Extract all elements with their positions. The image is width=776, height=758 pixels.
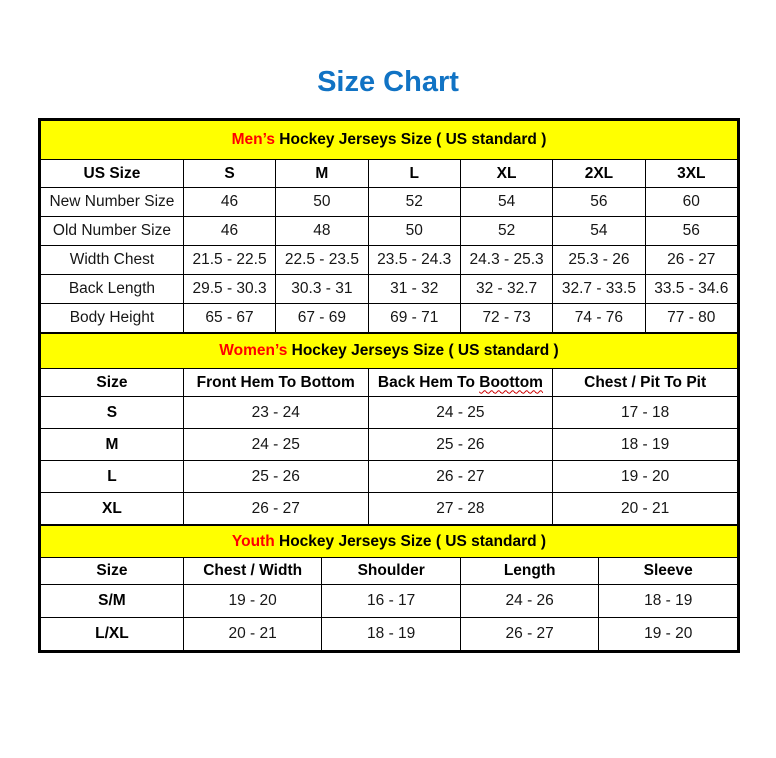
column-header: L [368,160,460,188]
value-cell: 19 - 20 [183,585,322,618]
womens-section-title [41,334,738,369]
column-header: XL [460,160,552,188]
value-cell: 56 [553,188,645,217]
value-cell: 26 - 27 [460,618,599,651]
value-cell: 23 - 24 [183,397,368,429]
value-cell: 54 [553,217,645,246]
mens-section-title-text: Hockey Jerseys Size ( US standard ) [274,131,547,148]
row-label: Body Height [41,304,184,333]
value-cell: 21.5 - 22.5 [183,246,275,275]
womens-section-title-text: Hockey Jerseys Size ( US standard ) [287,342,559,359]
value-cell: 67 - 69 [276,304,368,333]
value-cell: 23.5 - 24.3 [368,246,460,275]
value-cell: 56 [645,217,737,246]
value-cell: 20 - 21 [183,618,322,651]
value-cell: 25 - 26 [368,429,553,461]
value-cell: 60 [645,188,737,217]
size-chart-tables [38,118,740,653]
value-cell: 54 [460,188,552,217]
value-cell: 27 - 28 [368,493,553,525]
value-cell: 50 [368,217,460,246]
youth-size-table [40,525,738,651]
value-cell: 24.3 - 25.3 [460,246,552,275]
row-label: L [41,461,184,493]
table-row [41,188,738,217]
table-row [41,429,738,461]
youth-section-title-accent: Youth [231,532,275,550]
row-label: S/M [41,585,184,618]
misspelled-word: Boottom [479,373,543,391]
value-cell: 18 - 19 [322,618,461,651]
value-cell: 25 - 26 [183,461,368,493]
youth-section-title [41,526,738,558]
value-cell: 26 - 27 [368,461,553,493]
mens-size-table [40,120,738,333]
womens-size-table [40,333,738,525]
value-cell: 26 - 27 [645,246,737,275]
youth-header-row [41,558,738,585]
value-cell: 29.5 - 30.3 [183,275,275,304]
column-header: US Size [41,160,184,188]
womens-section-title-accent: Women’s [219,342,288,359]
column-header: Front Hem To Bottom [183,369,368,397]
value-cell: 19 - 20 [599,618,738,651]
table-row [41,618,738,651]
column-header: 2XL [553,160,645,188]
value-cell: 46 [183,188,275,217]
table-row [41,246,738,275]
column-header: 3XL [645,160,737,188]
value-cell: 52 [368,188,460,217]
mens-table-body [41,188,738,333]
column-header: Chest / Width [183,558,322,585]
row-label: M [41,429,184,461]
column-header: Length [460,558,599,585]
value-cell: 20 - 21 [553,493,738,525]
value-cell: 22.5 - 23.5 [276,246,368,275]
value-cell: 17 - 18 [553,397,738,429]
table-row [41,585,738,618]
table-row [41,304,738,333]
row-label: Back Length [41,275,184,304]
column-header: Size [41,558,184,585]
mens-header-row [41,160,738,188]
value-cell: 24 - 25 [183,429,368,461]
value-cell: 30.3 - 31 [276,275,368,304]
value-cell: 16 - 17 [322,585,461,618]
row-label: Width Chest [41,246,184,275]
column-header: S [183,160,275,188]
youth-section-title-text: Hockey Jerseys Size ( US standard ) [274,532,547,550]
value-cell: 31 - 32 [368,275,460,304]
table-row [41,217,738,246]
value-cell: 52 [460,217,552,246]
mens-section-band [41,121,738,160]
mens-section-title-accent: Men’s [231,131,275,148]
youth-table-body [41,585,738,651]
row-label: L/XL [41,618,184,651]
value-cell: 77 - 80 [645,304,737,333]
row-label: New Number Size [41,188,184,217]
value-cell: 19 - 20 [553,461,738,493]
table-row [41,493,738,525]
value-cell: 24 - 25 [368,397,553,429]
value-cell: 50 [276,188,368,217]
column-header: Shoulder [322,558,461,585]
value-cell: 32 - 32.7 [460,275,552,304]
womens-section-band [41,334,738,369]
value-cell: 26 - 27 [183,493,368,525]
value-cell: 72 - 73 [460,304,552,333]
mens-section-title [41,121,738,160]
value-cell: 69 - 71 [368,304,460,333]
row-label: S [41,397,184,429]
value-cell: 25.3 - 26 [553,246,645,275]
value-cell: 74 - 76 [553,304,645,333]
womens-header-row [41,369,738,397]
column-header: Size [41,369,184,397]
column-header: Sleeve [599,558,738,585]
document-page [0,66,776,653]
column-header: M [276,160,368,188]
table-row [41,461,738,493]
table-row [41,397,738,429]
row-label: XL [41,493,184,525]
value-cell: 32.7 - 33.5 [553,275,645,304]
column-header: Chest / Pit To Pit [553,369,738,397]
page-title: Size Chart [317,66,459,98]
column-header: Back Hem To Boottom [368,369,553,397]
value-cell: 33.5 - 34.6 [645,275,737,304]
value-cell: 46 [183,217,275,246]
value-cell: 18 - 19 [553,429,738,461]
row-label: Old Number Size [41,217,184,246]
value-cell: 48 [276,217,368,246]
womens-table-body [41,397,738,525]
value-cell: 24 - 26 [460,585,599,618]
value-cell: 18 - 19 [599,585,738,618]
table-row [41,275,738,304]
value-cell: 65 - 67 [183,304,275,333]
youth-section-band [41,526,738,558]
